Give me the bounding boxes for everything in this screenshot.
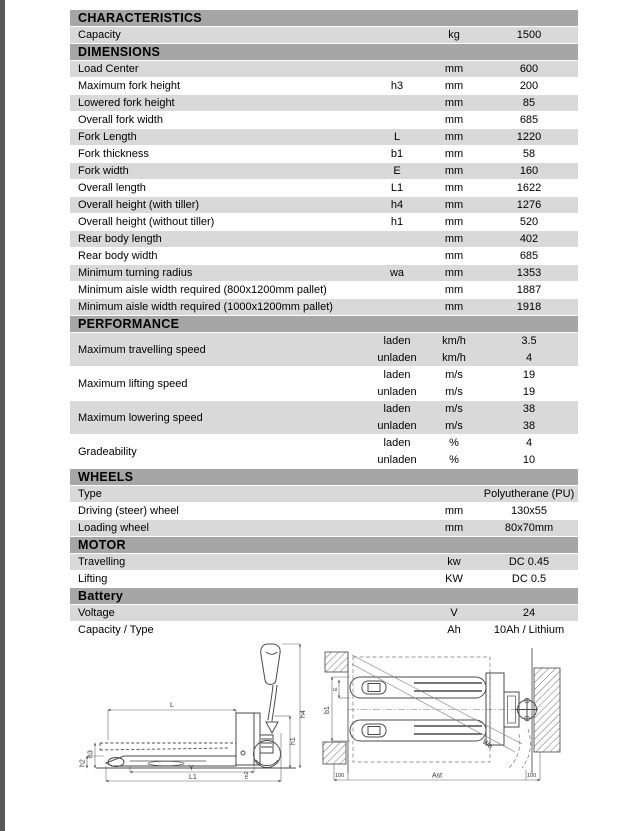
load-condition: unladen [377,419,417,432]
dim-label-Wa: Wa [480,738,494,751]
spec-value: 19 [522,385,536,398]
dim-label-b1: b1 [324,706,331,714]
spec-label: Gradeability [78,445,137,458]
spec-row [70,146,578,163]
spec-label: Minimum turning radius [78,267,193,279]
spec-label: Capacity / Type [78,624,154,636]
spec-unit: kg [448,29,460,41]
spec-unit: mm [444,114,464,126]
spec-value: 58 [522,148,536,160]
spec-label: Driving (steer) wheel [78,505,179,517]
load-condition: laden [383,403,411,416]
push-rod [148,761,184,765]
raised-fork-line [100,748,228,750]
spec-row [70,27,578,44]
spec-unit: mm [444,505,464,517]
turning-radius-line [352,655,522,744]
subrow-column [366,333,578,366]
spec-unit: mm [444,148,464,160]
load-wheel-top-hub [368,684,380,692]
spec-label: Fork Length [78,131,137,143]
turning-arc [522,729,530,768]
spec-value: DC 0.45 [508,556,550,568]
spec-unit: kw [447,556,461,568]
dim-label-100-left: 100 [335,773,345,779]
spec-row [70,163,578,180]
spec-label: Overall height (with tiller) [78,199,200,211]
load-condition: unladen [377,351,417,364]
spec-label: Travelling [78,556,126,568]
spec-row [70,112,578,129]
spec-value: 160 [519,165,539,177]
dim-label-100-right: 100 [527,773,537,779]
spec-label: Rear body length [78,233,162,245]
chassis-hole [241,751,245,755]
spec-value: 685 [519,250,539,262]
wall-block-top-left [325,652,348,672]
fork-top [350,677,486,698]
dim-label-L: L [170,702,174,709]
spec-unit: mm [444,80,464,92]
spec-value: 1276 [516,199,542,211]
dim-label-Ast: Ast [432,772,443,780]
spec-value: 24 [522,607,536,619]
spec-unit: mm [444,216,464,228]
spec-unit: mm [444,250,464,262]
spec-value: 85 [522,97,536,109]
spec-row [70,367,578,401]
spec-label: Maximum fork height [78,80,181,92]
spec-value: 685 [519,114,539,126]
spec-row [70,520,578,537]
spec-label: Overall length [78,182,146,194]
spec-symbol: h4 [390,199,404,211]
spec-unit: % [449,453,459,466]
spec-unit: m/s [445,403,463,416]
spec-label: Fork width [78,165,129,177]
section-header: PERFORMANCE [70,316,578,333]
dim-label-Y: Y [189,765,194,772]
spec-row [70,78,578,95]
spec-table [70,10,578,639]
spec-row [70,503,578,520]
tiller-mount [266,722,278,733]
load-condition: laden [383,369,411,382]
spec-value: 600 [519,63,539,75]
spec-row [70,61,578,78]
spec-row [70,622,578,639]
spec-subrow [366,452,578,469]
subrow-column [366,401,578,434]
spec-unit: m/s [445,419,463,432]
spec-value: 38 [522,419,536,432]
spec-unit: mm [444,165,464,177]
spec-value: 1622 [516,182,542,194]
spec-subrow [366,384,578,401]
load-condition: unladen [377,385,417,398]
spec-unit: mm [444,131,464,143]
spec-label: Voltage [78,607,115,619]
page-edge-strip [0,0,5,831]
spec-unit: Ah [447,624,461,636]
subrow-column [366,367,578,400]
dim-label-m2: m2 [244,771,250,779]
side-view-drawing [78,640,310,830]
spec-row [70,554,578,571]
spec-subrow [366,401,578,418]
spec-value: 4 [525,351,533,364]
spec-row [70,486,578,503]
spec-unit: m/s [445,369,463,382]
dim-label-E: E [333,687,339,691]
spec-row [70,605,578,622]
top-view-drawing [322,640,567,830]
spec-value: Polyutherane (PU) [483,488,575,500]
spec-unit: % [449,437,459,450]
spec-subrow [366,435,578,452]
spec-unit: km/h [442,335,466,348]
spec-row [70,333,578,367]
spec-label: Maximum travelling speed [78,343,206,356]
spec-subrow [366,418,578,435]
spec-label: Type [78,488,102,500]
load-condition: unladen [377,453,417,466]
section-header: WHEELS [70,469,578,486]
spec-value: 1353 [516,267,542,279]
section-header: DIMENSIONS [70,44,578,61]
spec-symbol: wa [389,267,405,279]
spec-value: DC 0.5 [511,573,547,585]
spec-row [70,401,578,435]
spec-subrow [366,333,578,350]
spec-label: Capacity [78,29,121,41]
spec-unit: mm [444,182,464,194]
spec-unit: mm [444,522,464,534]
tiller-grip [261,644,280,685]
spec-label: Overall fork width [78,114,163,126]
spec-label: Minimum aisle width required (1000x1200mm pallet) [78,301,333,313]
spec-row [70,299,578,316]
chassis-top-view [486,673,504,745]
load-wheel-bottom-hub [368,727,380,735]
tiller-grip-detail [266,652,277,654]
dim-label-h3: h3 [87,750,95,758]
spec-unit: KW [445,573,463,585]
spec-label: Lifting [78,573,108,585]
spec-value: 1220 [516,131,542,143]
spec-label: Maximum lifting speed [78,377,188,390]
wall-block-bottom-left [323,742,346,764]
spec-unit: mm [444,233,464,245]
spec-row [70,214,578,231]
dim-label-h4: h4 [300,710,307,718]
spec-symbol: L1 [390,182,404,194]
subrow-column [366,435,578,468]
spec-unit: m/s [445,385,463,398]
spec-value: 10Ah / Lithium [493,624,565,636]
spec-value: 402 [519,233,539,245]
dim-label-h1: h1 [290,737,297,745]
spec-value: 3.5 [521,335,537,348]
spec-row [70,265,578,282]
spec-label: Loading wheel [78,522,149,534]
spec-row [70,435,578,469]
spec-symbol: h1 [390,216,404,228]
spec-unit: V [450,607,458,619]
spec-row [70,129,578,146]
spec-symbol: h3 [390,80,404,92]
spec-unit: mm [444,267,464,279]
spec-row [70,282,578,299]
spec-unit: mm [444,97,464,109]
spec-symbol: E [393,165,401,177]
section-header: Battery [70,588,578,605]
spec-subrow [366,350,578,367]
spec-row [70,571,578,588]
load-wheel-bottom [362,724,386,737]
spec-value: 38 [522,403,536,416]
spec-symbol: b1 [390,148,404,160]
spec-label: Load Center [78,63,139,75]
spec-unit: mm [444,301,464,313]
spec-value: 200 [519,80,539,92]
dim-label-L1: L1 [189,774,197,781]
load-condition: laden [383,437,411,450]
spec-value: 1500 [516,29,542,41]
spec-label: Lowered fork height [78,97,175,109]
spec-label: Minimum aisle width required (800x1200mm pallet) [78,284,327,296]
drive-wheel [254,741,281,768]
spec-unit: mm [444,63,464,75]
spec-row [70,197,578,214]
spec-unit: km/h [442,351,466,364]
spec-row [70,231,578,248]
spec-label: Rear body width [78,250,158,262]
spec-value: 10 [522,453,536,466]
spec-row [70,95,578,112]
spec-value: 1918 [516,301,542,313]
section-header: CHARACTERISTICS [70,10,578,27]
spec-subrow [366,367,578,384]
drive-unit [260,735,273,753]
spec-label: Overall height (without tiller) [78,216,215,228]
spec-value: 19 [522,369,536,382]
load-condition: laden [383,335,411,348]
spec-value: 80x70mm [504,522,554,534]
spec-row [70,180,578,197]
chassis [236,713,260,765]
spec-label: Maximum lowering speed [78,411,203,424]
fork-bottom [350,720,486,741]
spec-value: 4 [525,437,533,450]
load-wheel-top [362,681,386,694]
spec-symbol: L [393,131,401,143]
spec-value: 130x55 [510,505,548,517]
spec-value: 1887 [516,284,542,296]
tiller-shaft [268,685,273,720]
spec-row [70,248,578,265]
dim-label-h2: h2 [79,759,87,767]
spec-unit: mm [444,284,464,296]
spec-unit: mm [444,199,464,211]
spec-label: Fork thickness [78,148,149,160]
section-header: MOTOR [70,537,578,554]
spec-value: 520 [519,216,539,228]
